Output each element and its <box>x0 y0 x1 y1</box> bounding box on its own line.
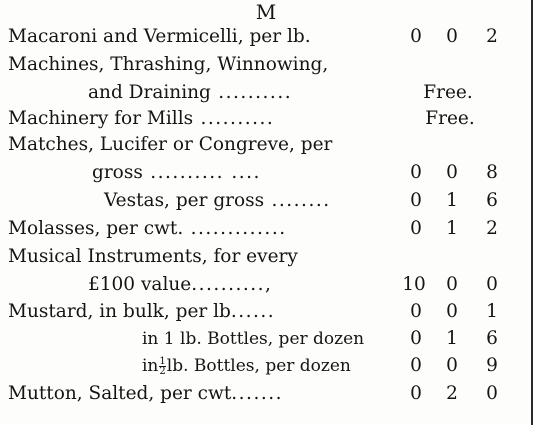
duty-pence: 0 <box>486 274 498 295</box>
item-description: Macaroni and Vermicelli, per lb. <box>8 26 311 47</box>
duty-pence: 9 <box>486 355 498 376</box>
duty-pounds: 0 <box>410 26 422 47</box>
duty-shillings: 1 <box>446 328 458 349</box>
duty-shillings: 1 <box>446 190 458 211</box>
duty-pounds: 0 <box>410 162 422 183</box>
duty-pence: 2 <box>486 218 498 239</box>
duty-pounds: 0 <box>410 328 422 349</box>
duty-shillings: 1 <box>446 218 458 239</box>
duty-pounds: 0 <box>410 383 422 404</box>
item-description: Vestas, per gross ........ <box>104 190 331 211</box>
tariff-row-mutton <box>0 381 533 407</box>
duty-pounds: 0 <box>410 218 422 239</box>
item-description: and Draining .......... <box>88 82 293 103</box>
duty-shillings: 0 <box>446 26 458 47</box>
item-description: Machines, Thrashing, Winnowing, <box>8 54 329 75</box>
tariff-row-matches-gross <box>0 160 533 186</box>
duty-pounds: 0 <box>410 301 422 322</box>
duty-shillings: 0 <box>446 301 458 322</box>
tariff-row-machines-draining <box>0 80 533 106</box>
tariff-row-molasses <box>0 216 533 242</box>
section-letter-heading: M <box>255 0 278 24</box>
duty-shillings: 0 <box>446 355 458 376</box>
tariff-row-macaroni <box>0 24 533 50</box>
duty-pounds: 0 <box>410 190 422 211</box>
item-description: Musical Instruments, for every <box>8 246 298 267</box>
duty-shillings: 0 <box>446 274 458 295</box>
item-description: £100 value.........., <box>88 274 273 295</box>
fraction-half: $\frac{1}{2}$ <box>159 356 166 377</box>
tariff-row-mustard-half-lb <box>0 353 533 379</box>
duty-pence: 8 <box>486 162 498 183</box>
item-description: Molasses, per cwt. ............. <box>8 218 287 239</box>
duty-free-label: Free. <box>425 108 475 129</box>
tariff-row-mustard-bulk <box>0 299 533 325</box>
item-description: Matches, Lucifer or Congreve, per <box>8 134 333 155</box>
tariff-row-machinery-mills <box>0 106 533 132</box>
duty-shillings: 2 <box>446 383 458 404</box>
tariff-row-vestas <box>0 188 533 214</box>
tariff-row-matches <box>0 132 533 158</box>
duty-pence: 6 <box>486 328 498 349</box>
tariff-row-mustard-1lb <box>0 326 533 352</box>
item-description: Mutton, Salted, per cwt....... <box>8 383 283 404</box>
duty-pounds: 0 <box>410 355 422 376</box>
duty-shillings: 0 <box>446 162 458 183</box>
item-description: gross .......... .... <box>92 162 261 183</box>
duty-free-label: Free. <box>423 82 473 103</box>
item-description: in 1 lb. Bottles, per dozen <box>142 329 365 349</box>
tariff-row-musical-value <box>0 272 533 298</box>
tariff-row-musical-instruments <box>0 244 533 270</box>
duty-pence: 6 <box>486 190 498 211</box>
item-description: Mustard, in bulk, per lb...... <box>8 301 276 322</box>
item-description: in $\frac{1}{2}$ lb. Bottles, per dozen <box>142 356 351 377</box>
duty-pence: 0 <box>486 383 498 404</box>
duty-pounds: 10 <box>402 274 426 295</box>
duty-pence: 2 <box>486 26 498 47</box>
duty-pence: 1 <box>486 301 498 322</box>
item-description: Machinery for Mills .......... <box>8 108 275 129</box>
tariff-row-machines <box>0 52 533 78</box>
